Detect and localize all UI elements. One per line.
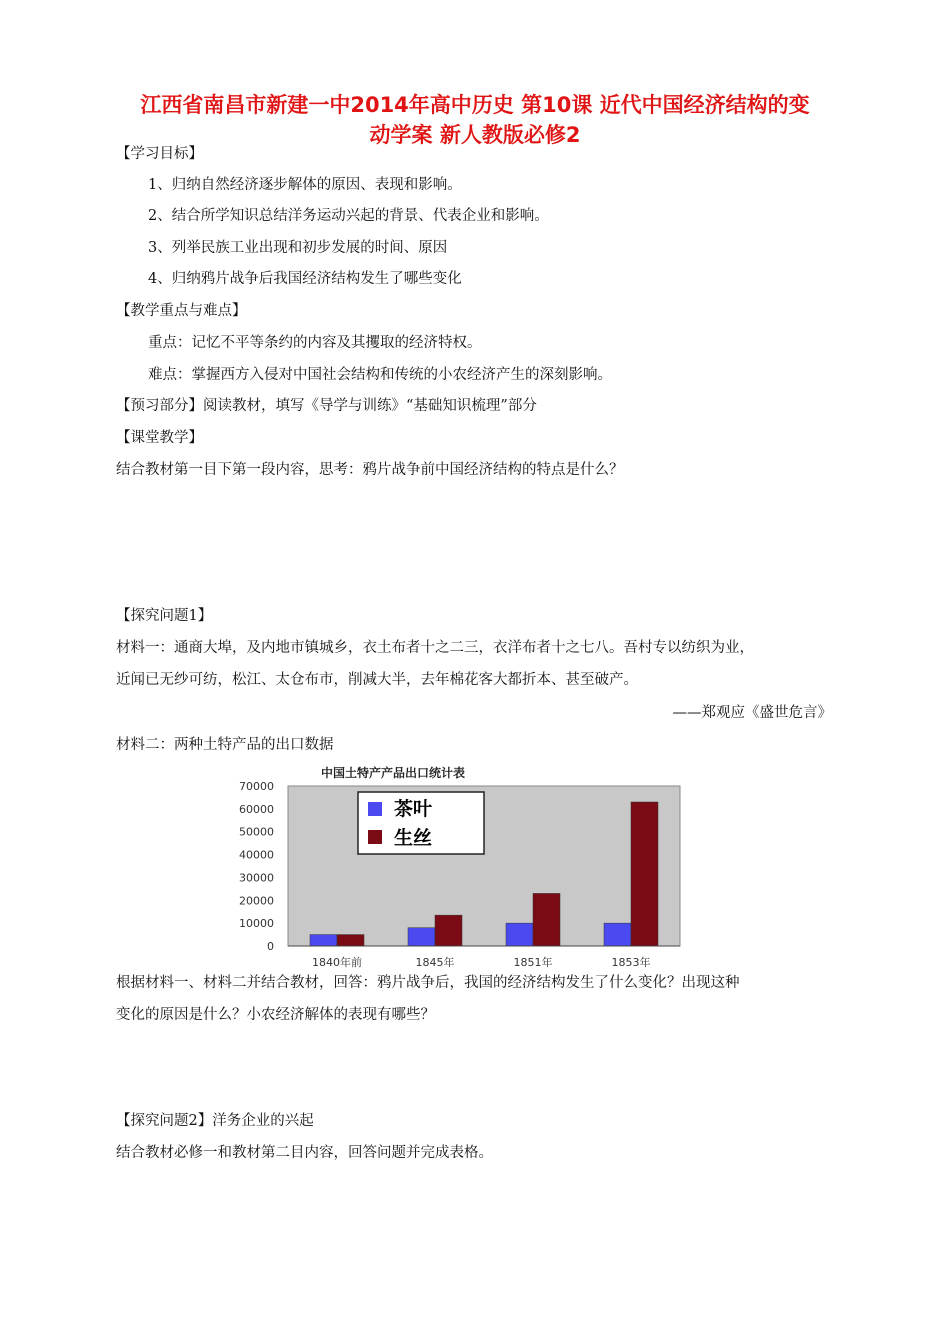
legend — [358, 792, 484, 854]
export-bar-chart — [218, 762, 688, 972]
material1-line2: 近闻已无纱可纺，松江、太仓布市，削减大半，去年棉花客大都折本、甚至破产。 — [116, 672, 638, 688]
x-tick-label: 1851年 — [513, 956, 553, 969]
bar-silk — [337, 935, 364, 946]
y-tick-label: 30000 — [239, 871, 274, 885]
y-tick-label: 60000 — [239, 802, 274, 816]
x-axis — [288, 946, 680, 969]
x-tick-label: 1853年 — [611, 956, 651, 969]
y-tick-label: 10000 — [239, 917, 274, 931]
document-title-line1: 江西省南昌市新建一中2014年高中历史 第10课 近代中国经济结构的变 — [140, 93, 810, 117]
inquiry1-header: 【探究问题1】 — [116, 608, 213, 624]
inquiry2-header: 【探究问题2】洋务企业的兴起 — [116, 1113, 314, 1129]
y-tick-label: 0 — [267, 940, 274, 953]
inquiry1-question-line2: 变化的原因是什么？小农经济解体的表现有哪些？ — [116, 1007, 435, 1023]
objective-item: 2、结合所学知识总结洋务运动兴起的背景、代表企业和影响。 — [148, 208, 549, 224]
classroom-question: 结合教材第一目下第一段内容，思考：鸦片战争前中国经济结构的特点是什么？ — [116, 462, 624, 478]
chart-title: 中国土特产产品出口统计表 — [320, 766, 466, 780]
inquiry1-question-line1: 根据材料一、材料二并结合教材，回答：鸦片战争后，我国的经济结构发生了什么变化？出现这种 — [116, 975, 740, 991]
bar-tea — [604, 923, 631, 946]
legend-label-silk: 生丝 — [394, 827, 433, 849]
bar-tea — [408, 928, 435, 946]
bar-silk — [533, 893, 560, 946]
objective-item: 1、归纳自然经济逐步解体的原因、表现和影响。 — [148, 177, 462, 193]
legend-label-tea: 茶叶 — [394, 798, 433, 820]
y-tick-label: 20000 — [239, 894, 274, 908]
objective-item: 4、归纳鸦片战争后我国经济结构发生了哪些变化 — [148, 271, 462, 287]
x-tick-label: 1840年前 — [312, 956, 362, 969]
document-title-line2: 动学案 新人教版必修2 — [369, 123, 581, 147]
y-tick-label: 50000 — [239, 825, 274, 839]
objectives-header: 【学习目标】 — [116, 146, 203, 162]
bar-tea — [506, 923, 533, 946]
focus-text: 重点：记忆不平等条约的内容及其攫取的经济特权。 — [148, 335, 482, 351]
y-axis — [239, 780, 274, 953]
bar-silk — [435, 915, 462, 946]
material1-line1: 材料一：通商大埠，及内地市镇城乡，衣土布者十之二三，衣洋布者十之七八。吾村专以纺织为业， — [116, 640, 754, 656]
inquiry2-text: 结合教材必修一和教材第二目内容，回答问题并完成表格。 — [116, 1145, 493, 1161]
preview-text: 【预习部分】阅读教材，填写《导学与训练》“基础知识梳理”部分 — [116, 398, 537, 414]
legend-swatch-tea — [368, 802, 382, 816]
chart-svg — [218, 762, 688, 972]
y-tick-label: 70000 — [239, 780, 274, 793]
material2-caption: 材料二：两种土特产品的出口数据 — [116, 737, 334, 753]
bar-tea — [310, 935, 337, 946]
legend-swatch-silk — [368, 830, 382, 844]
classroom-header: 【课堂教学】 — [116, 430, 203, 446]
key-points-header: 【教学重点与难点】 — [116, 303, 247, 319]
x-tick-label: 1845年 — [415, 956, 455, 969]
material1-source: ——郑观应《盛世危言》 — [672, 705, 832, 721]
objective-item: 3、列举民族工业出现和初步发展的时间、原因 — [148, 240, 448, 256]
y-tick-label: 40000 — [239, 848, 274, 862]
bar-silk — [631, 802, 658, 946]
difficulty-text: 难点：掌握西方入侵对中国社会结构和传统的小农经济产生的深刻影响。 — [148, 367, 612, 383]
